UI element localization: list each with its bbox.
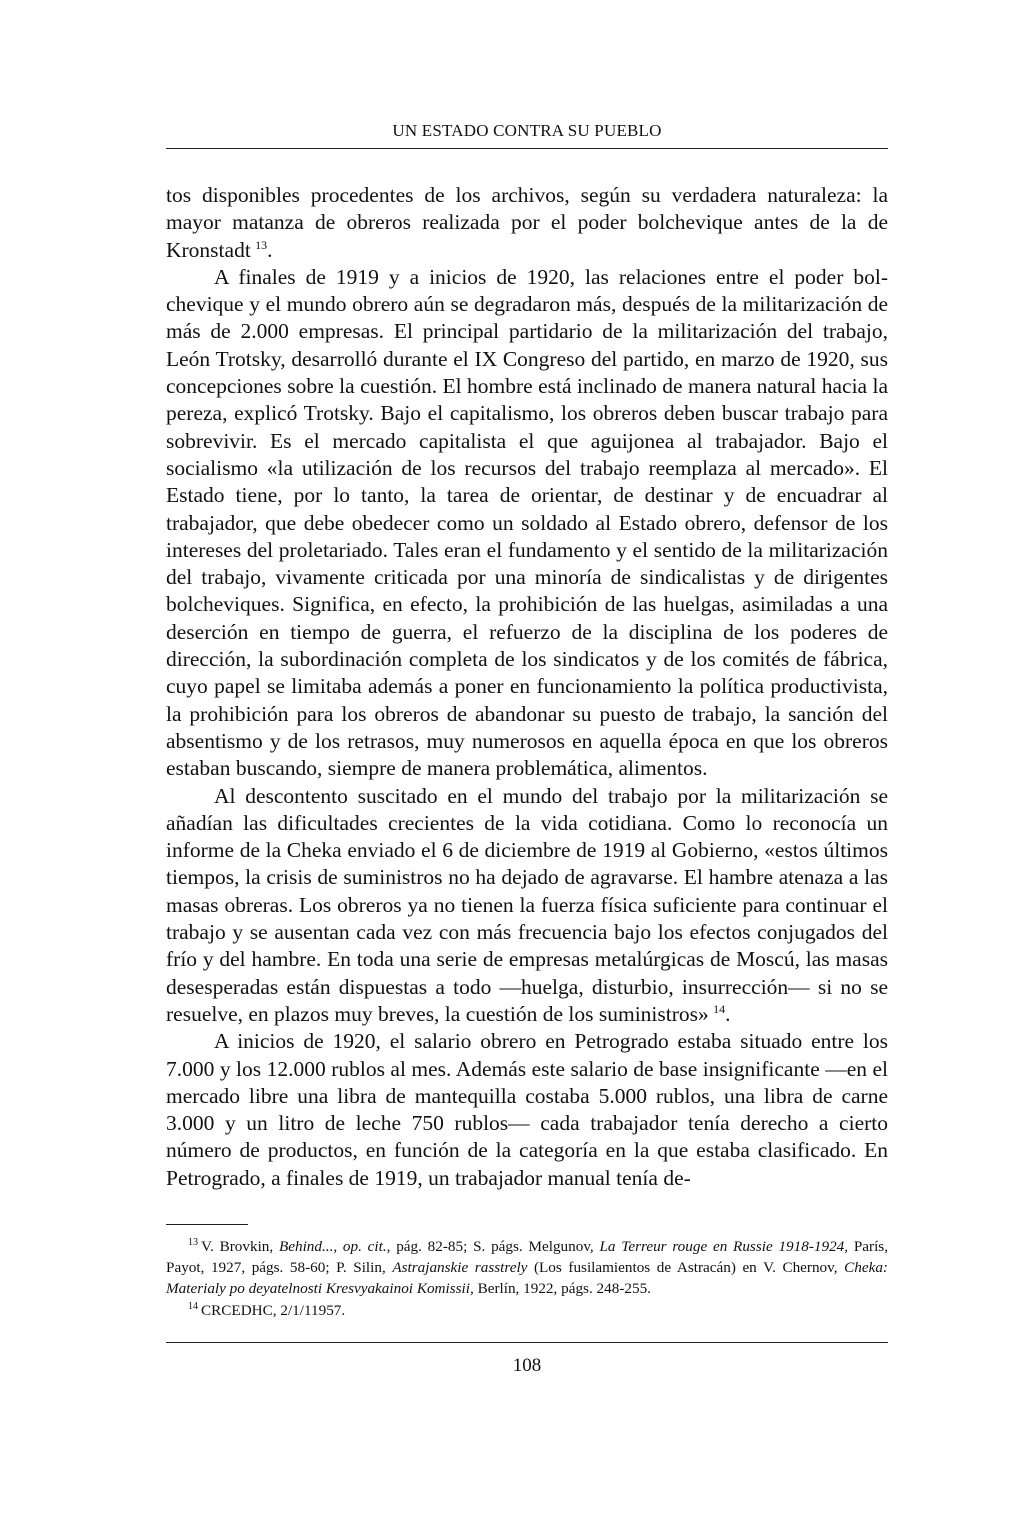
header-rule — [166, 148, 888, 149]
paragraph-1-text: tos disponibles procedentes de los archivos, según su verdadera naturaleza: la mayor matanza de obreros realizada por el poder bolchevique antes de la de Kronstadt — [166, 183, 888, 262]
paragraph-1-end: . — [267, 237, 273, 262]
footnote-ref-14: 14 — [713, 1001, 726, 1016]
footnote-13-text-c: pág. 82-85; S. págs. Melgunov, — [390, 1238, 600, 1255]
paragraph-3-end: . — [725, 1001, 731, 1026]
footnote-13-text-a: V. Brovkin, — [201, 1238, 279, 1255]
footnote-13-text-g: (Los fusilamientos de Astracán) en V. Chernov, — [527, 1259, 845, 1277]
footnote-14-text: CRCEDHC, 2/1/11957. — [201, 1301, 346, 1319]
paragraph-3 — [166, 783, 888, 1029]
running-head: UN ESTADO CONTRA SU PUEBLO — [392, 121, 662, 140]
body-text — [166, 182, 888, 1192]
paragraph-4: A inicios de 1920, el salario obrero en Petrogrado estaba situado entre los 7.000 y los 12.000 rublos al mes. Además este salario de base insignificante —en el mercado libre una libra de mantequilla costaba 5.000 rublos, una libra de carne 3.000 y un litro de leche 750 rublos— cada trabajador tenía derecho a cierto número de productos, en función de la categoría en la que estaba clasificado. En Petrogrado, a finales de 1919, un trabajador manual tenía de- — [166, 1029, 888, 1190]
footnote-13 — [166, 1236, 888, 1300]
footnotes — [166, 1236, 888, 1321]
footnote-13-title-cheka: Cheka: Materialy po deyatelnosti Kresvyakainoi Komissii, — [166, 1259, 888, 1298]
footnote-13-text-i: Berlín, 1922, págs. 248-255. — [473, 1280, 651, 1298]
footnote-14 — [166, 1300, 888, 1321]
footnote-13-title-astrajanskie: Astrajanskie rasstrely — [392, 1259, 528, 1277]
footnote-rule — [166, 1224, 248, 1225]
footnote-13-text-e: París, Payot, 1927, págs. 58-60; P. Silin, — [166, 1238, 889, 1277]
footer-rule — [166, 1342, 888, 1343]
paragraph-3-text: Al descontento suscitado en el mundo del trabajo por la militarización se añadían las dificultades crecientes de la vida cotidiana. Como lo reconocía un informe de la Cheka enviado el 6 de diciembre de 1919 al Gobierno, «estos últimos tiempos, la crisis de suministros no ha dejado de agravarse. El hambre atenaza a las masas obreras. Los obreros ya no tienen la fuerza física suficiente para continuar el trabajo y se ausentan cada vez con más frecuencia bajo los efectos conjugados del frío y del hambre. En toda una serie de empresas metalúrgicas de Moscú, las masas desesperadas están dispuestas a todo —huelga, disturbio, insurrección— si no se resuelve, en plazos muy breves, la cuestión de los suministros» — [166, 783, 888, 1026]
paragraph-1 — [166, 182, 888, 264]
paragraph-2: A finales de 1919 y a inicios de 1920, las relaciones entre el poder bolchevique y el mundo obrero aún se degradaron más, después de la militarización de más de 2.000 empresas. El principal partidario de la militarización del trabajo, León Trotsky, desarrolló durante el IX Congreso del partido, en marzo de 1920, sus concepciones sobre la cuestión. El hombre está inclinado de manera natural hacia la pereza, explicó Trotsky. Bajo el capitalismo, los obreros deben buscar trabajo para sobrevivir. Es el mercado capitalista el que aguijonea al trabajador. Bajo el socialismo «la utilización de los recursos del trabajo reemplaza al mercado». El Estado tiene, por lo tanto, la tarea de orientar, de destinar y de encuadrar al trabajador, que debe obedecer como un soldado al Estado obrero, defensor de los intereses del proletariado. Tales eran el fundamento y el sentido de la militarización del trabajo, vivamente criticada por una minoría de sindicalistas y de dirigentes bolcheviques. Significa, en efecto, la prohibición de las huelgas, asimiladas a una deserción en tiempo de guerra, el refuerzo de la disciplina de los poderes de dirección, la subordinación completa de los sindicatos y de los comités de fábrica, cuyo papel se limitaba además a poner en funcionamiento la política productivista, la prohibición para los obreros de abandonar su puesto de trabajo, la sanción del absentismo y de los retrasos, muy numerosos en aquella época en que los obreros estaban buscando, siempre de manera problemática, alimentos. — [166, 264, 888, 781]
footnote-14-number: 14 — [188, 1300, 198, 1312]
footnote-13-title-behind: Behind..., op. cit., — [278, 1238, 391, 1255]
footnote-ref-13: 13 — [255, 237, 268, 252]
footnote-13-number: 13 — [188, 1237, 198, 1248]
footnote-13-title-terreur: La Terreur rouge en Russie 1918-1924, — [599, 1238, 849, 1255]
page-number: 108 — [512, 1355, 542, 1376]
